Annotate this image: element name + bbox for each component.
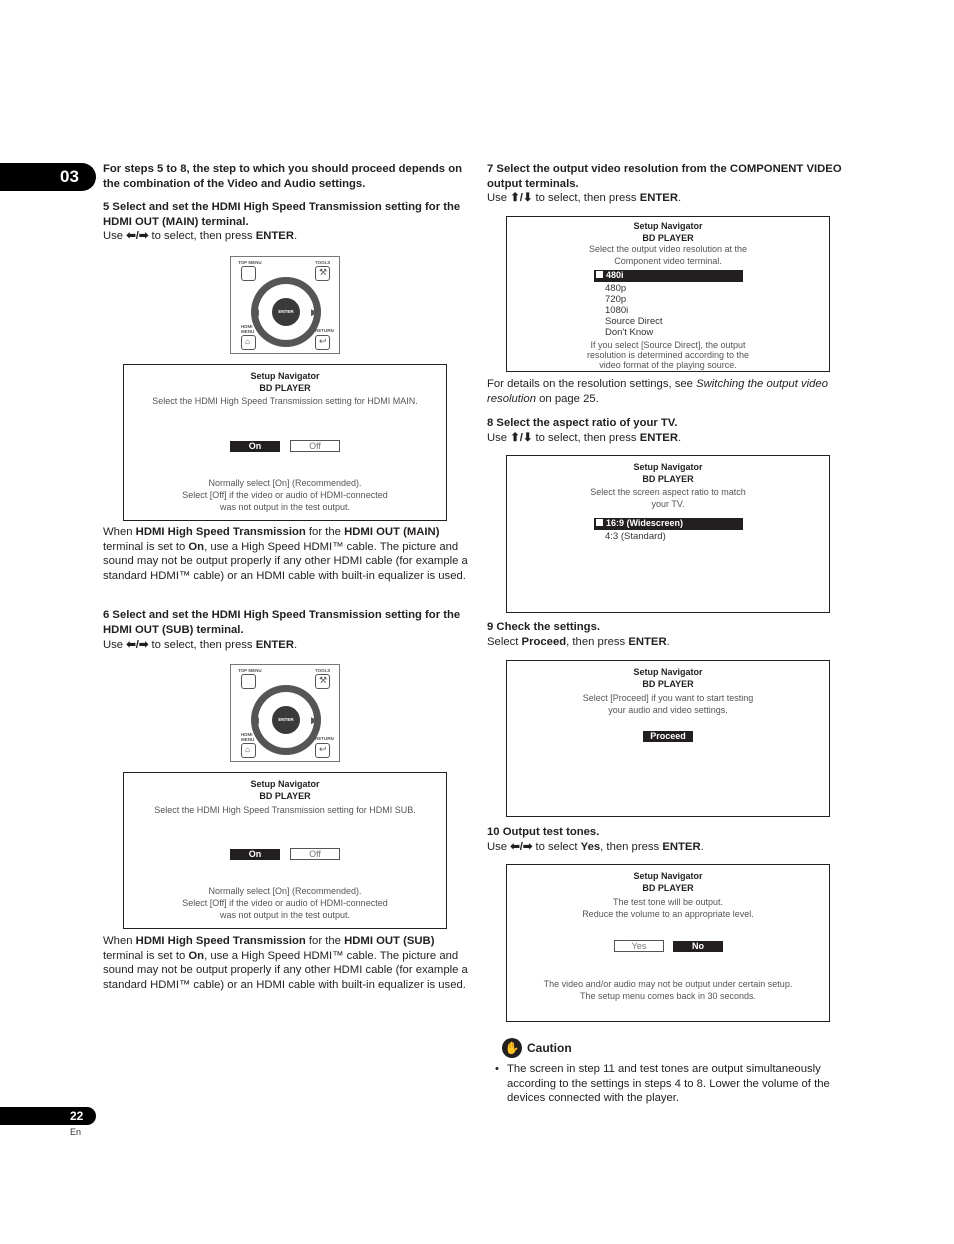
setup-navigator-hdmi-sub-screen [123,772,447,929]
screen-note-1: The video and/or audio may not be output under certain setup. [543,979,793,989]
screen-prompt-2: your TV. [651,498,685,509]
on-option[interactable]: On [230,441,280,452]
screen-prompt-1: The test tone will be output. [612,897,724,907]
selected-aspect-option[interactable]: 16:9 (Widescreen) [594,518,743,530]
screen-title: Setup Navigator [633,462,703,472]
screen-note-3: was not output in the test output. [219,910,351,920]
step7-heading: 7 Select the output video resolution from the COMPONENT VIDEO output terminals. [487,163,842,190]
screen-note-1: Normally select [On] (Recommended). [208,886,362,896]
screen-note-1: If you select [Source Direct], the output [590,340,746,350]
step5-instruction: Use ⬅/➡ to select, then press ENTER. [103,230,298,242]
selected-resolution-option[interactable]: 480i [594,270,743,282]
step6-heading: 6 Select and set the HDMI High Speed Transmission setting for the HDMI OUT (SUB) terminal. [103,609,461,636]
screen-subtitle: BD PLAYER [642,233,694,243]
down-arrow-icon: ▼ [282,337,291,347]
chapter-tab [0,163,96,191]
screen-note-3: was not output in the test output. [219,502,351,512]
hdmi-main-paragraph: When HDMI High Speed Transmission for the HDMI OUT (MAIN) terminal is set to On, use a High Speed HDMI™ cable. The picture and sound may not be output properly if any other HDMI cable (for example a standard HDMI™ cable) or an HDMI cable with built-in equalizer is used. [103,526,468,583]
tools-label: TOOLS [315,668,331,673]
language-label: En [70,1127,82,1137]
proceed-button[interactable]: Proceed [643,731,693,742]
caution-title: Caution [527,1041,572,1055]
screen-title: Setup Navigator [633,871,703,881]
step6-instruction: Use ⬅/➡ to select, then press ENTER. [103,639,298,651]
no-option[interactable]: No [673,941,723,952]
screen-prompt-1: Select the screen aspect ratio to match [590,487,746,497]
remote-control-diagram [230,664,340,762]
setup-navigator-proceed-screen [506,660,830,817]
resolution-details-paragraph: For details on the resolution settings, see Switching the output video resolution on page 25. [487,378,828,405]
right-arrow-icon: ▶ [311,307,318,317]
up-down-arrows-icon: ⬆/⬇ [510,432,533,444]
screen-note-2: Select [Off] if the video or audio of HDMI-connected [182,898,388,908]
cross-reference-link[interactable]: Switching the output video resolution [487,378,828,405]
step7-instruction: Use ⬆/⬇ to select, then press ENTER. [487,192,682,204]
hdmi-menu-button-icon: ⌂ [241,743,256,758]
step9-heading: 9 Check the settings. [487,621,601,633]
remote-control-diagram [230,256,340,354]
screen-prompt-2: your audio and video settings. [608,704,728,715]
screen-prompt-2: Component video terminal. [614,255,722,266]
yes-option[interactable]: Yes [614,940,664,952]
caution-hand-icon: ✋ [502,1038,522,1058]
screen-title: Setup Navigator [633,667,703,677]
hdmi-menu-label: HDMI MENU [241,732,255,742]
hdmi-menu-button-icon: ⌂ [241,335,256,350]
enter-button: ENTER [270,704,302,736]
setup-navigator-resolution-screen [506,216,830,372]
tools-label: TOOLS [315,260,331,265]
page-number-tab [0,1107,96,1125]
top-menu-label: TOP MENU [238,668,262,673]
on-option[interactable]: On [230,849,280,860]
chapter-number: 03 [60,167,79,186]
screen-note-2: resolution is determined according to the [586,350,750,360]
tools-button-icon: ⚒ [315,266,330,281]
screen-subtitle: BD PLAYER [642,679,694,689]
up-arrow-icon: ▲ [282,276,291,286]
step10-instruction: Use ⬅/➡ to select Yes, then press ENTER. [487,841,704,853]
caution-text: The screen in step 11 and test tones are output simultaneously according to the settings in steps 4 to 8. Lower the volume of the devices connected with the player. [507,1063,830,1105]
screen-prompt-1: Select [Proceed] if you want to start testing [582,693,754,703]
setup-navigator-hdmi-main-screen [123,364,447,521]
return-button-icon: ↩ [315,335,330,350]
caution-bullet: • [495,1063,499,1075]
left-arrow-icon: ◀ [252,307,259,317]
step9-instruction: Select Proceed, then press ENTER. [487,636,670,648]
return-label: RETURN [315,328,334,333]
screen-note-2: Select [Off] if the video or audio of HDMI-connected [182,490,388,500]
selected-marker-icon [596,519,603,526]
resolution-option-1080i[interactable]: 1080i [605,305,629,316]
top-menu-button-icon [241,674,256,689]
screen-note-2: The setup menu comes back in 30 seconds. [579,991,757,1001]
screen-prompt: Select the HDMI High Speed Transmission setting for HDMI SUB. [154,805,416,815]
tools-button-icon: ⚒ [315,674,330,689]
top-menu-label: TOP MENU [238,260,262,265]
screen-subtitle: BD PLAYER [259,383,311,393]
screen-prompt-2: Reduce the volume to an appropriate level. [582,908,754,919]
aspect-option-standard[interactable]: 4:3 (Standard) [605,531,666,542]
right-arrow-icon: ▶ [311,715,318,725]
enter-button: ENTER [270,296,302,328]
screen-title: Setup Navigator [250,371,320,381]
top-menu-button-icon [241,266,256,281]
up-down-arrows-icon: ⬆/⬇ [510,192,533,204]
down-arrow-icon: ▼ [282,745,291,755]
left-arrow-icon: ◀ [252,715,259,725]
screen-title: Setup Navigator [633,221,703,231]
screen-note-3: video format of the playing source. [599,360,737,370]
hdmi-menu-label: HDMI MENU [241,324,255,334]
screen-prompt-1: Select the output video resolution at the [588,244,748,254]
intro-text: For steps 5 to 8, the step to which you should proceed depends on the combination of the Video and Audio settings. [103,163,463,190]
resolution-option-480p[interactable]: 480p [605,283,627,294]
return-button-icon: ↩ [315,743,330,758]
step10-heading: 10 Output test tones. [487,826,600,838]
screen-title: Setup Navigator [250,779,320,789]
screen-subtitle: BD PLAYER [642,474,694,484]
screen-prompt: Select the HDMI High Speed Transmission setting for HDMI MAIN. [152,396,418,406]
screen-note-1: Normally select [On] (Recommended). [208,478,362,488]
left-right-arrows-icon: ⬅/➡ [510,841,533,853]
off-option[interactable]: Off [290,848,340,860]
screen-subtitle: BD PLAYER [259,791,311,801]
up-arrow-icon: ▲ [282,684,291,694]
hdmi-sub-paragraph: When HDMI High Speed Transmission for the HDMI OUT (SUB) terminal is set to On, use a High Speed HDMI™ cable. The picture and sound may not be output properly if any other HDMI cable (for example a standard HDMI™ cable) or an HDMI cable with built-in equalizer is used. [103,935,468,992]
setup-navigator-aspect-screen [506,455,830,613]
step8-instruction: Use ⬆/⬇ to select, then press ENTER. [487,432,682,444]
off-option[interactable]: Off [290,440,340,452]
resolution-option-720p[interactable]: 720p [605,294,627,305]
step5-heading: 5 Select and set the HDMI High Speed Transmission setting for the HDMI OUT (MAIN) terminal. [103,201,461,228]
left-right-arrows-icon: ⬅/➡ [126,639,149,651]
selected-marker-icon [596,271,603,278]
resolution-option-source-direct[interactable]: Source Direct [605,316,663,327]
left-right-arrows-icon: ⬅/➡ [126,230,149,242]
resolution-option-dont-know[interactable]: Don't Know [605,327,654,338]
screen-subtitle: BD PLAYER [642,883,694,893]
step8-heading: 8 Select the aspect ratio of your TV. [487,417,678,429]
page-number: 22 [70,1109,84,1123]
return-label: RETURN [315,736,334,741]
setup-navigator-test-tone-screen [506,864,830,1022]
